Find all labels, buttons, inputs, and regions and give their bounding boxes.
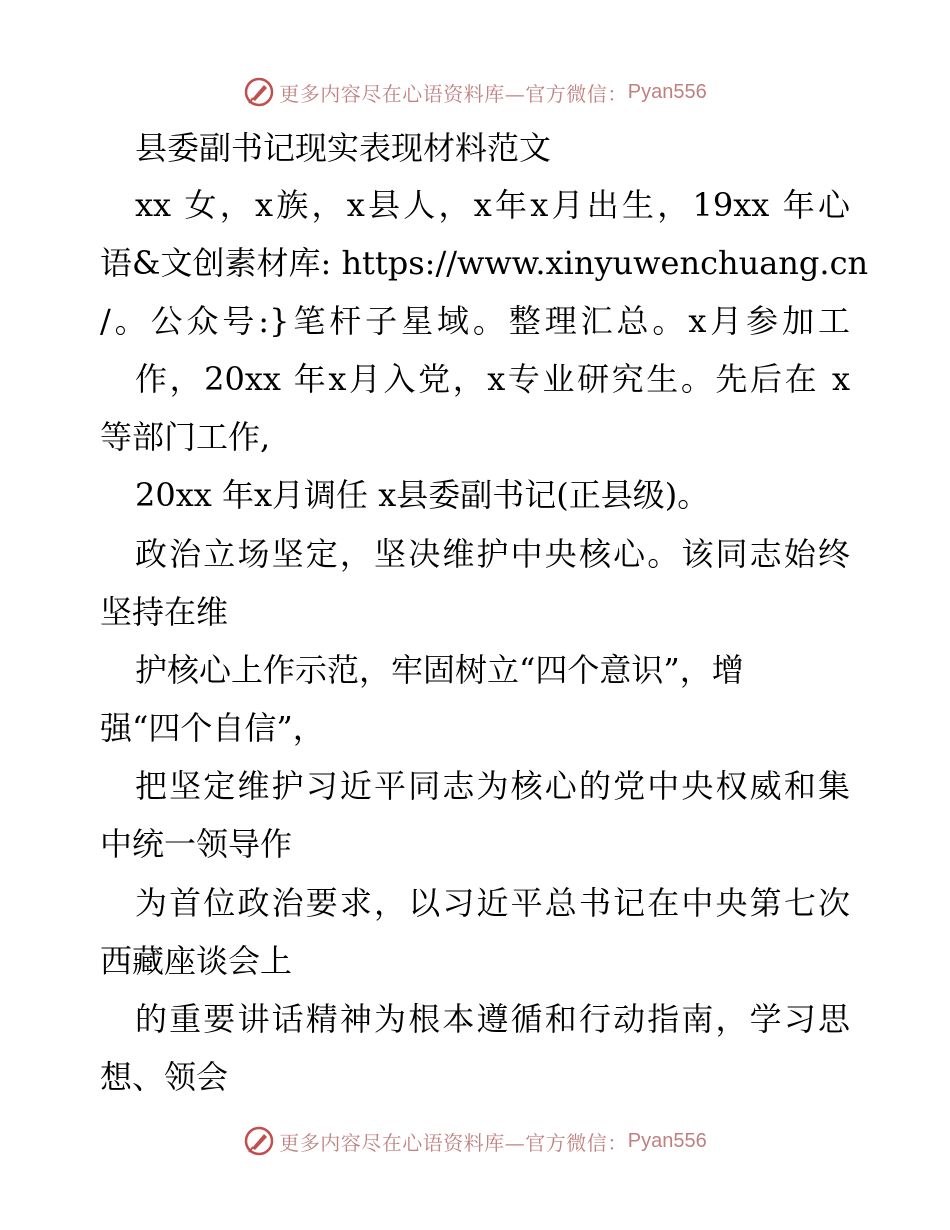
header-banner-text: 更多内容尽在心语资料库—官方微信： bbox=[279, 81, 628, 106]
header-wechat-id: Pyan556 bbox=[627, 80, 707, 103]
body-line: 为首位政治要求，以习近平总书记在中央第七次 bbox=[135, 884, 850, 922]
body-line: 中统一领导作 bbox=[100, 825, 293, 863]
body-line: 20xx 年x月调任 x县委副书记(正县级)。 bbox=[135, 476, 710, 514]
body-line: 作，20xx 年x月入党，x专业研究生。先后在 x bbox=[135, 360, 850, 398]
body-line: 政治立场坚定，坚决维护中央核心。该同志始终 bbox=[135, 535, 850, 573]
footer-watermark-banner bbox=[0, 1121, 950, 1161]
body-line: 的重要讲话精神为根本遵循和行动指南，学习思 bbox=[135, 1000, 850, 1038]
body-line: 坚持在维 bbox=[100, 593, 229, 631]
body-line: 护核心上作示范，牢固树立“四个意识”，增 bbox=[135, 651, 744, 689]
quill-logo-icon bbox=[243, 1125, 275, 1157]
body-line: 西藏座谈会上 bbox=[100, 942, 293, 980]
body-line: 把坚定维护习近平同志为核心的党中央权威和集 bbox=[135, 767, 850, 805]
body-line: 想、领会 bbox=[100, 1058, 229, 1096]
body-line: 强“四个自信”， bbox=[100, 709, 325, 747]
body-line: 语&文创素材库: https://www.xinyuwenchuang.cn bbox=[100, 244, 869, 282]
footer-wechat-id: Pyan556 bbox=[627, 1129, 707, 1152]
body-line: 等部门工作, bbox=[100, 418, 271, 456]
footer-banner-text: 更多内容尽在心语资料库—官方微信： bbox=[279, 1130, 628, 1155]
document-title: 县委副书记现实表现材料范文 bbox=[135, 129, 552, 167]
body-line: xx 女，x族，x县人，x年x月出生，19xx 年心 bbox=[135, 186, 850, 224]
body-line: /。公众号:}笔杆子星域。整理汇总。x月参加工 bbox=[100, 302, 850, 340]
